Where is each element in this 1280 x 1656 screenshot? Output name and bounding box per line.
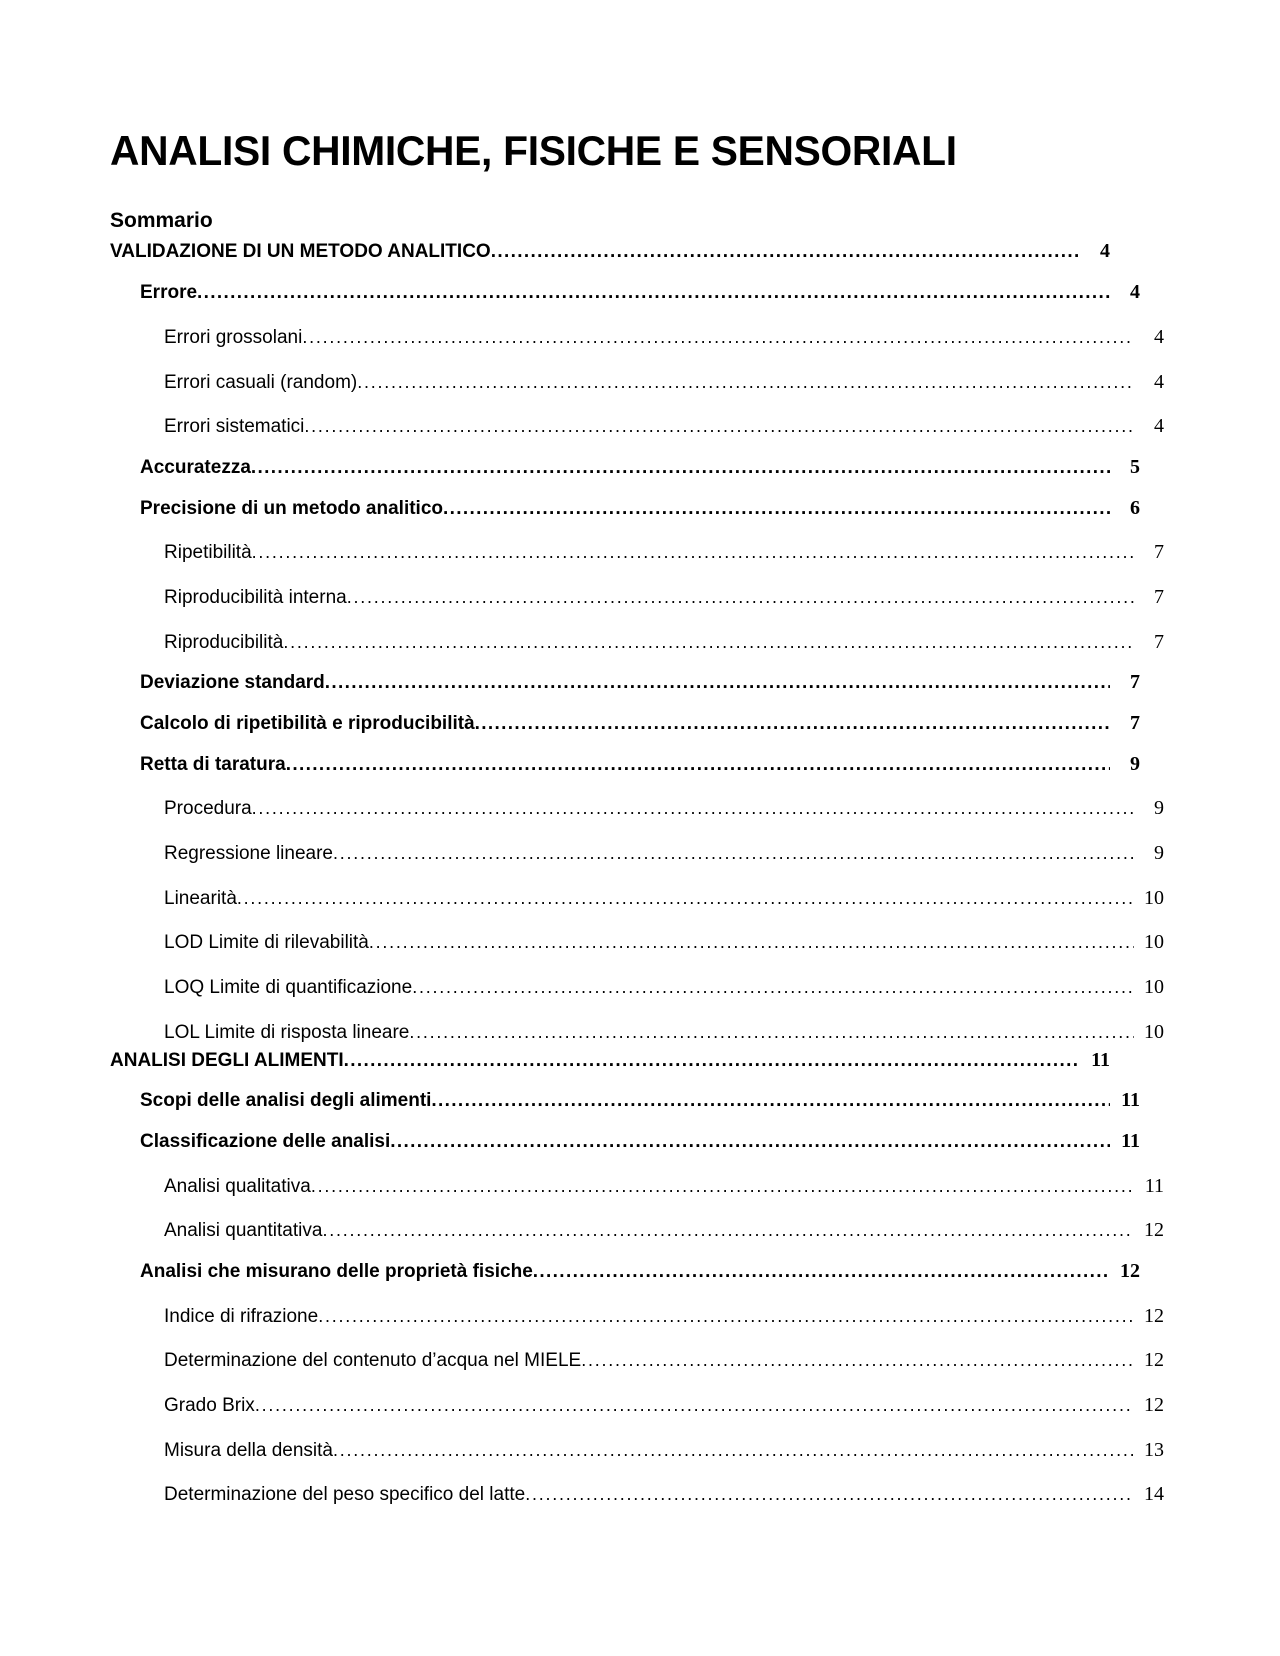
toc-entry-page-number: 7 <box>1154 630 1164 653</box>
toc-entry-label: Misura della densità <box>164 1439 333 1461</box>
toc-entry-page-number: 13 <box>1144 1438 1164 1461</box>
toc-dot-leader <box>286 755 1110 771</box>
toc-entry-label: Determinazione del contenuto d’acqua nel MIELE <box>164 1350 582 1372</box>
toc-dot-leader <box>344 1051 1080 1067</box>
toc-entry-label: Errori casuali (random) <box>164 371 358 393</box>
toc-dot-leader <box>475 714 1110 730</box>
toc-entry-page-number: 7 <box>1154 585 1164 608</box>
toc-entry[interactable] <box>110 454 1140 481</box>
toc-entry-label: Scopi delle analisi degli alimenti <box>140 1090 432 1112</box>
toc-entry[interactable] <box>110 238 1110 265</box>
toc-entry-label: Riproducibilità <box>164 631 284 653</box>
toc-entry-label: Analisi che misurano delle proprietà fisiche <box>140 1260 533 1282</box>
toc-dot-leader <box>533 1262 1110 1278</box>
toc-entry-page-number: 11 <box>1121 1089 1140 1112</box>
table-of-contents-heading: Sommario <box>110 209 213 233</box>
toc-entry[interactable] <box>110 885 1164 912</box>
toc-dot-leader <box>283 633 1134 649</box>
toc-dot-leader <box>197 283 1110 299</box>
toc-entry-page-number: 11 <box>1144 1174 1164 1197</box>
toc-entry-page-number: 7 <box>1130 712 1140 734</box>
toc-entry-label: Determinazione del peso specifico del latte <box>164 1484 526 1506</box>
toc-entry[interactable] <box>110 1481 1164 1508</box>
toc-entry-label: Errori sistematici <box>164 416 305 438</box>
toc-dot-leader <box>304 417 1134 433</box>
toc-entry-page-number: 12 <box>1120 1259 1140 1282</box>
toc-entry-label: LOL Limite di risposta lineare <box>164 1021 410 1043</box>
toc-dot-leader <box>325 673 1110 689</box>
toc-entry[interactable] <box>110 929 1164 956</box>
toc-entry-page-number: 10 <box>1144 976 1164 999</box>
toc-entry-label: Ripetibilità <box>164 542 252 564</box>
toc-entry[interactable] <box>110 584 1164 611</box>
toc-entry-page-number: 4 <box>1130 281 1140 304</box>
toc-entry-page-number: 4 <box>1100 240 1110 263</box>
toc-entry-page-number: 5 <box>1130 455 1140 478</box>
toc-dot-leader <box>252 799 1134 815</box>
toc-entry[interactable] <box>110 1392 1164 1419</box>
toc-dot-leader <box>431 1091 1110 1107</box>
toc-entry-page-number: 12 <box>1144 1394 1164 1416</box>
toc-dot-leader <box>525 1485 1134 1501</box>
toc-entry[interactable] <box>110 369 1164 396</box>
toc-dot-leader <box>412 978 1134 994</box>
toc-entry[interactable] <box>110 710 1140 737</box>
toc-entry-label: Procedura <box>164 798 252 820</box>
toc-entry[interactable] <box>110 1173 1164 1200</box>
toc-entry-page-number: 12 <box>1144 1304 1164 1327</box>
toc-entry-label: Retta di taratura <box>140 753 286 775</box>
toc-entry-label: Errore <box>140 282 198 304</box>
toc-dot-leader <box>491 242 1080 258</box>
toc-entry-page-number: 11 <box>1121 1129 1140 1152</box>
toc-entry[interactable] <box>110 974 1164 1001</box>
toc-entry-label: LOQ Limite di quantificazione <box>164 977 413 999</box>
toc-entry-page-number: 6 <box>1130 496 1140 519</box>
toc-dot-leader <box>347 588 1134 604</box>
toc-entry-page-number: 9 <box>1154 797 1164 820</box>
toc-entry-page-number: 11 <box>1091 1048 1110 1071</box>
toc-entry-page-number: 4 <box>1154 415 1164 438</box>
toc-entry-label: Analisi qualitativa <box>164 1175 311 1197</box>
toc-entry-label: Analisi quantitativa <box>164 1220 323 1242</box>
toc-entry[interactable] <box>110 751 1140 778</box>
page-title: ANALISI CHIMICHE, FISICHE E SENSORIALI <box>110 127 957 174</box>
toc-entry[interactable] <box>110 413 1164 440</box>
toc-entry[interactable] <box>110 1217 1164 1244</box>
toc-entry-label: Linearità <box>164 887 237 909</box>
toc-entry[interactable] <box>110 1019 1164 1046</box>
toc-entry-label: Deviazione standard <box>140 672 325 694</box>
toc-dot-leader <box>302 328 1134 344</box>
toc-entry[interactable] <box>110 1258 1140 1285</box>
toc-entry[interactable] <box>110 495 1140 522</box>
toc-entry-label: Calcolo di ripetibilità e riproducibilità <box>140 713 475 734</box>
toc-entry[interactable] <box>110 1087 1140 1114</box>
toc-entry-page-number: 14 <box>1144 1483 1164 1506</box>
toc-entry-page-number: 4 <box>1154 325 1164 348</box>
toc-entry[interactable] <box>110 669 1140 696</box>
toc-entry-label: Accuratezza <box>140 456 251 478</box>
toc-dot-leader <box>333 844 1134 860</box>
toc-entry[interactable] <box>110 840 1164 867</box>
toc-dot-leader <box>390 1132 1110 1148</box>
toc-entry-page-number: 9 <box>1154 842 1164 865</box>
toc-dot-leader <box>357 373 1134 389</box>
toc-entry-page-number: 12 <box>1144 1349 1164 1372</box>
toc-dot-leader <box>333 1441 1134 1457</box>
toc-entry-label: Errori grossolani <box>164 326 303 348</box>
toc-entry-label: VALIDAZIONE DI UN METODO ANALITICO <box>110 241 491 263</box>
toc-dot-leader <box>581 1351 1134 1367</box>
toc-entry-page-number: 10 <box>1144 1020 1164 1043</box>
toc-entry-label: ANALISI DEGLI ALIMENTI <box>110 1049 344 1071</box>
toc-entry[interactable] <box>110 1047 1110 1074</box>
table-of-contents <box>110 238 1164 1508</box>
toc-entry[interactable] <box>110 279 1140 306</box>
toc-dot-leader <box>255 1396 1134 1412</box>
toc-entry[interactable] <box>110 539 1164 566</box>
toc-entry[interactable] <box>110 324 1164 351</box>
toc-entry-label: LOD Limite di rilevabilità <box>164 932 369 954</box>
toc-entry-page-number: 10 <box>1144 886 1164 909</box>
toc-entry-page-number: 7 <box>1130 671 1140 694</box>
toc-entry-label: Regressione lineare <box>164 843 333 865</box>
toc-entry[interactable] <box>110 795 1164 822</box>
toc-dot-leader <box>311 1177 1134 1193</box>
toc-entry[interactable] <box>110 629 1164 656</box>
toc-entry-label: Precisione di un metodo analitico <box>140 497 443 519</box>
toc-entry[interactable] <box>110 1128 1140 1155</box>
toc-entry-page-number: 7 <box>1154 541 1164 564</box>
toc-entry-page-number: 9 <box>1130 752 1140 775</box>
toc-entry[interactable] <box>110 1347 1164 1374</box>
toc-entry[interactable] <box>110 1303 1164 1330</box>
toc-entry-label: Riproducibilità interna <box>164 586 347 608</box>
toc-entry-page-number: 4 <box>1154 370 1164 393</box>
toc-dot-leader <box>237 889 1134 905</box>
toc-dot-leader <box>252 543 1134 559</box>
toc-entry[interactable] <box>110 1437 1164 1464</box>
toc-dot-leader <box>369 933 1134 949</box>
toc-entry-label: Indice di rifrazione <box>164 1305 319 1327</box>
toc-entry-page-number: 12 <box>1144 1219 1164 1242</box>
toc-dot-leader <box>318 1307 1134 1323</box>
toc-dot-leader <box>251 458 1110 474</box>
toc-entry-page-number: 10 <box>1144 931 1164 954</box>
toc-entry-label: Classificazione delle analisi <box>140 1130 391 1152</box>
toc-dot-leader <box>322 1221 1134 1237</box>
toc-dot-leader <box>443 499 1110 515</box>
toc-dot-leader <box>409 1023 1134 1039</box>
toc-entry-label: Grado Brix <box>164 1395 255 1416</box>
